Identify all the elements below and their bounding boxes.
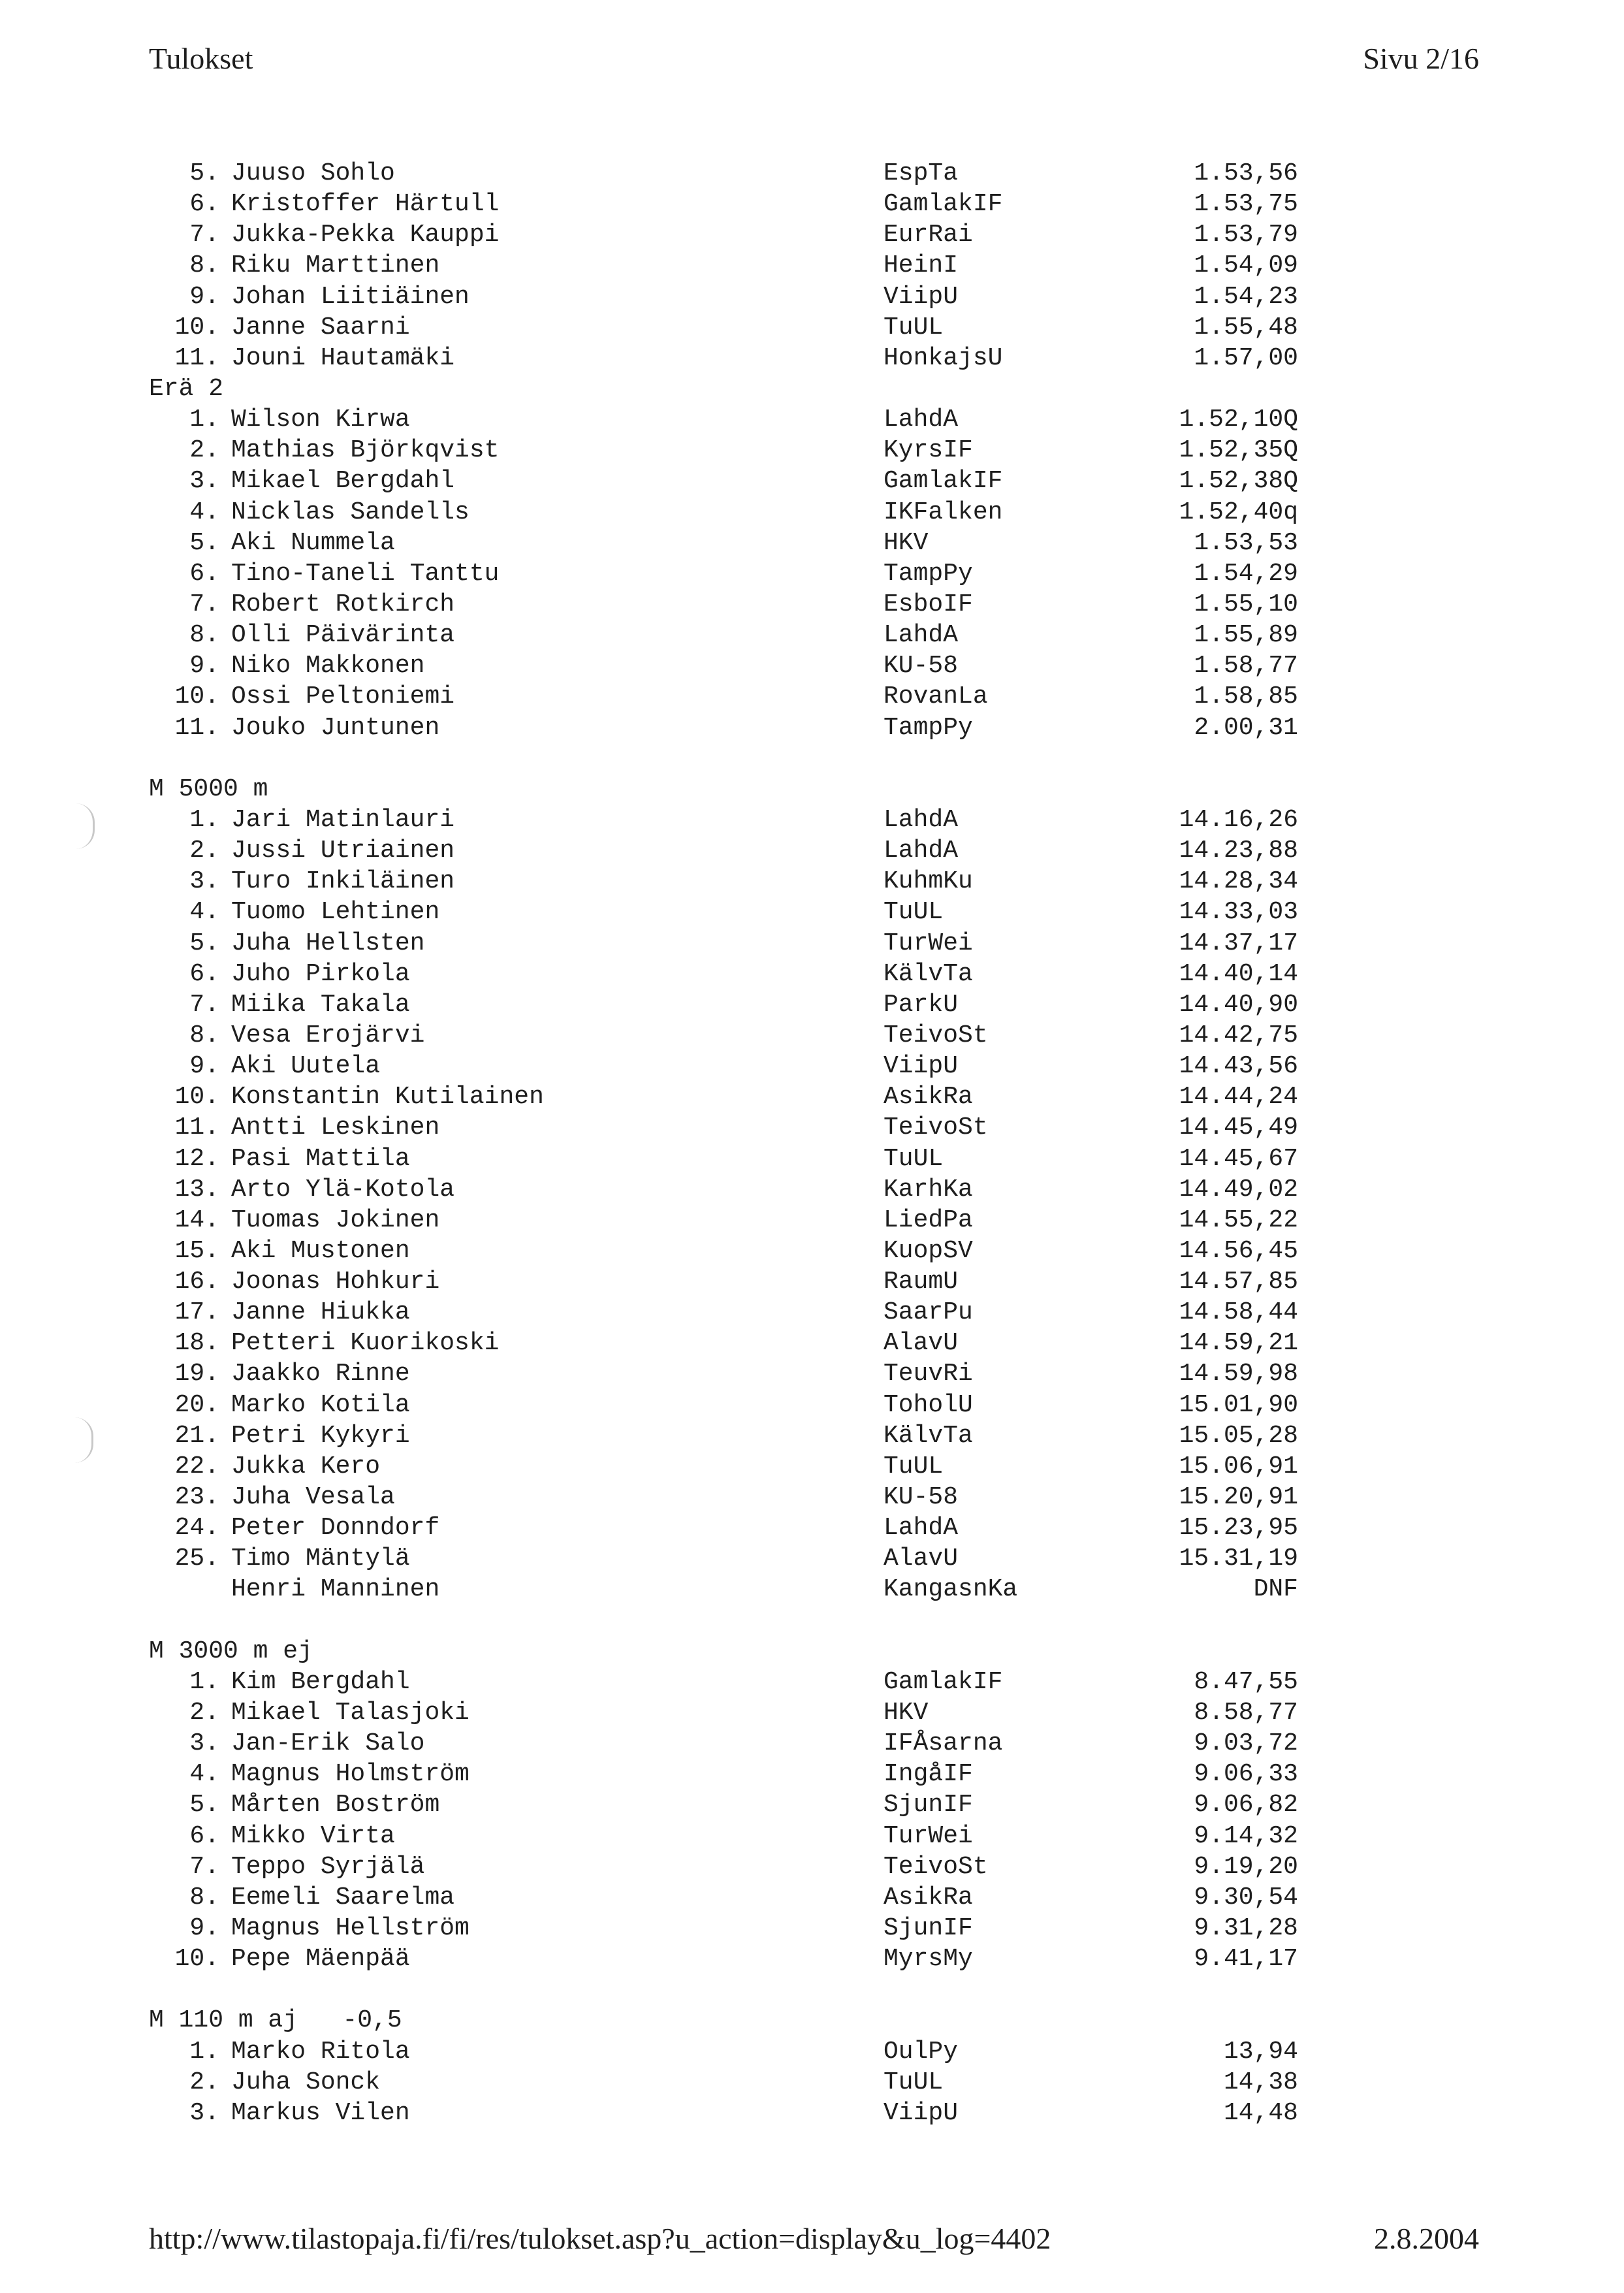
athlete-name: Mikko Virta bbox=[231, 1821, 395, 1850]
club-name: KyrsIF bbox=[884, 436, 973, 465]
result-row bbox=[149, 1882, 1324, 1913]
result-time: 14.59,21 bbox=[1179, 1329, 1298, 1358]
place: 3. bbox=[189, 467, 219, 496]
result-row bbox=[149, 1789, 1324, 1820]
result-row bbox=[149, 1728, 1324, 1759]
result-row bbox=[149, 1944, 1324, 1974]
result-time: 1.54,29 bbox=[1194, 559, 1298, 588]
place: 12. bbox=[174, 1144, 219, 1173]
club-name: ToholU bbox=[884, 1390, 973, 1419]
club-name: AsikRa bbox=[884, 1883, 973, 1912]
place: 21. bbox=[174, 1421, 219, 1450]
result-time: 14.16,26 bbox=[1179, 805, 1298, 834]
athlete-name: Magnus Holmström bbox=[231, 1760, 470, 1789]
result-time: 1.58,85 bbox=[1194, 682, 1298, 711]
result-row bbox=[149, 1020, 1324, 1051]
result-time: 1.52,10Q bbox=[1179, 406, 1298, 434]
athlete-name: Miika Takala bbox=[231, 990, 410, 1019]
result-time: 15.01,90 bbox=[1179, 1390, 1298, 1419]
club-name: TurWei bbox=[884, 1821, 973, 1850]
athlete-name: Mathias Björkqvist bbox=[231, 436, 500, 465]
club-name: ViipU bbox=[884, 1052, 959, 1081]
club-name: EspTa bbox=[884, 159, 959, 187]
result-time: 9.14,32 bbox=[1194, 1821, 1298, 1850]
athlete-name: Mikael Talasjoki bbox=[231, 1699, 470, 1727]
place: 5. bbox=[189, 159, 219, 187]
place: 8. bbox=[189, 621, 219, 650]
club-name: KuhmKu bbox=[884, 867, 973, 896]
result-row bbox=[149, 2098, 1324, 2128]
result-time: 14.45,49 bbox=[1179, 1114, 1298, 1142]
place: 13. bbox=[174, 1175, 219, 1204]
athlete-name: Janne Hiukka bbox=[231, 1298, 410, 1327]
club-name: LahdA bbox=[884, 805, 959, 834]
place: 6. bbox=[189, 959, 219, 988]
result-row bbox=[149, 1390, 1324, 1420]
place: 10. bbox=[174, 313, 219, 342]
result-row bbox=[149, 312, 1324, 343]
result-time: 1.53,56 bbox=[1194, 159, 1298, 187]
result-time: 14.56,45 bbox=[1179, 1236, 1298, 1265]
club-name: SjunIF bbox=[884, 1791, 973, 1820]
result-row bbox=[149, 713, 1324, 743]
result-time: 9.06,33 bbox=[1194, 1760, 1298, 1789]
place: 8. bbox=[189, 251, 219, 280]
place: 4. bbox=[189, 498, 219, 526]
club-name: AlavU bbox=[884, 1545, 959, 1573]
result-row bbox=[149, 866, 1324, 897]
result-row bbox=[149, 343, 1324, 374]
club-name: ParkU bbox=[884, 990, 959, 1019]
event-heading: M 110 m aj -0,5 bbox=[149, 2006, 402, 2035]
place: 6. bbox=[189, 1821, 219, 1850]
result-time: 1.55,89 bbox=[1194, 621, 1298, 650]
place: 5. bbox=[189, 528, 219, 557]
athlete-name: Tino-Taneli Tanttu bbox=[231, 559, 500, 588]
result-time: 8.58,77 bbox=[1194, 1699, 1298, 1727]
result-time: 14.58,44 bbox=[1179, 1298, 1298, 1327]
place: 9. bbox=[189, 1914, 219, 1943]
club-name: LahdA bbox=[884, 837, 959, 865]
result-time: 8.47,55 bbox=[1194, 1667, 1298, 1696]
place: 22. bbox=[174, 1452, 219, 1481]
place: 19. bbox=[174, 1360, 219, 1388]
athlete-name: Vesa Erojärvi bbox=[231, 1021, 425, 1050]
club-name: IFÅsarna bbox=[884, 1729, 1003, 1758]
place: 7. bbox=[189, 1852, 219, 1881]
athlete-name: Jan-Erik Salo bbox=[231, 1729, 425, 1758]
result-row bbox=[149, 1697, 1324, 1728]
athlete-name: Tuomas Jokinen bbox=[231, 1206, 440, 1234]
event-heading: Erä 2 bbox=[149, 374, 224, 403]
result-time: 1.52,35Q bbox=[1179, 436, 1298, 465]
result-row bbox=[149, 1051, 1324, 1082]
club-name: OulPy bbox=[884, 2037, 959, 2066]
place: 10. bbox=[174, 1945, 219, 1974]
club-name: KarhKa bbox=[884, 1175, 973, 1204]
result-row bbox=[149, 959, 1324, 989]
result-row bbox=[149, 1297, 1324, 1328]
result-row bbox=[149, 2067, 1324, 2098]
result-time: 15.23,95 bbox=[1179, 1514, 1298, 1543]
place: 1. bbox=[189, 805, 219, 834]
club-name: SjunIF bbox=[884, 1914, 973, 1943]
place: 1. bbox=[189, 2037, 219, 2066]
result-row bbox=[149, 589, 1324, 620]
club-name: TurWei bbox=[884, 929, 973, 957]
place: 3. bbox=[189, 2098, 219, 2127]
club-name: TuUL bbox=[884, 898, 944, 927]
result-time: 14.40,14 bbox=[1179, 959, 1298, 988]
place: 9. bbox=[189, 1052, 219, 1081]
place: 1. bbox=[189, 1667, 219, 1696]
result-time: 2.00,31 bbox=[1194, 713, 1298, 742]
result-time: 1.58,77 bbox=[1194, 652, 1298, 681]
result-row bbox=[149, 1451, 1324, 1482]
place: 4. bbox=[189, 1760, 219, 1789]
result-time: 9.19,20 bbox=[1194, 1852, 1298, 1881]
athlete-name: Jaakko Rinne bbox=[231, 1360, 410, 1388]
athlete-name: Nicklas Sandells bbox=[231, 498, 470, 526]
result-time: 1.53,53 bbox=[1194, 528, 1298, 557]
place: 23. bbox=[174, 1483, 219, 1512]
result-row bbox=[149, 1082, 1324, 1112]
result-row bbox=[149, 1328, 1324, 1358]
event-heading: M 3000 m ej bbox=[149, 1637, 313, 1665]
place: 7. bbox=[189, 590, 219, 618]
result-time: 14.45,67 bbox=[1179, 1144, 1298, 1173]
result-time: 14.43,56 bbox=[1179, 1052, 1298, 1081]
source-url: http://www.tilastopaja.fi/fi/res/tulokset.asp?u_action=display&u_log=4402 bbox=[149, 2222, 1051, 2255]
athlete-name: Tuomo Lehtinen bbox=[231, 898, 440, 927]
place: 6. bbox=[189, 190, 219, 219]
athlete-name: Peter Donndorf bbox=[231, 1514, 440, 1543]
place: 11. bbox=[174, 344, 219, 372]
club-name: GamlakIF bbox=[884, 1667, 1003, 1696]
place: 3. bbox=[189, 1729, 219, 1758]
athlete-name: Juha Hellsten bbox=[231, 929, 425, 957]
club-name: GamlakIF bbox=[884, 190, 1003, 219]
athlete-name: Jussi Utriainen bbox=[231, 837, 455, 865]
result-time: 15.06,91 bbox=[1179, 1452, 1298, 1481]
athlete-name: Konstantin Kutilainen bbox=[231, 1083, 544, 1112]
result-time: 14.44,24 bbox=[1179, 1083, 1298, 1112]
result-time: 1.52,40q bbox=[1179, 498, 1298, 526]
place: 7. bbox=[189, 990, 219, 1019]
club-name: HKV bbox=[884, 528, 929, 557]
club-name: IngåIF bbox=[884, 1760, 973, 1789]
result-row bbox=[149, 1482, 1324, 1513]
club-name: TeivoSt bbox=[884, 1021, 988, 1050]
athlete-name: Olli Päivärinta bbox=[231, 621, 455, 650]
place: 3. bbox=[189, 867, 219, 896]
athlete-name: Riku Marttinen bbox=[231, 251, 440, 280]
place: 16. bbox=[174, 1268, 219, 1296]
result-row bbox=[149, 1144, 1324, 1174]
result-row bbox=[149, 681, 1324, 712]
event-heading: M 5000 m bbox=[149, 775, 268, 803]
athlete-name: Kristoffer Härtull bbox=[231, 190, 500, 219]
club-name: ViipU bbox=[884, 2098, 959, 2127]
result-time: 1.55,10 bbox=[1194, 590, 1298, 618]
club-name: LahdA bbox=[884, 406, 959, 434]
athlete-name: Turo Inkiläinen bbox=[231, 867, 455, 896]
result-row bbox=[149, 1358, 1324, 1389]
club-name: TuUL bbox=[884, 1452, 944, 1481]
result-time: 9.31,28 bbox=[1194, 1914, 1298, 1943]
club-name: KU-58 bbox=[884, 1483, 959, 1512]
club-name: RovanLa bbox=[884, 682, 988, 711]
club-name: LiedPa bbox=[884, 1206, 973, 1234]
result-row bbox=[149, 1205, 1324, 1236]
result-row bbox=[149, 404, 1324, 435]
club-name: GamlakIF bbox=[884, 467, 1003, 496]
club-name: RaumU bbox=[884, 1268, 959, 1296]
club-name: EsboIF bbox=[884, 590, 973, 618]
club-name: TeivoSt bbox=[884, 1852, 988, 1881]
result-row bbox=[149, 528, 1324, 558]
place: 6. bbox=[189, 559, 219, 588]
result-time: 9.03,72 bbox=[1194, 1729, 1298, 1758]
result-time: 1.53,79 bbox=[1194, 221, 1298, 249]
result-row bbox=[149, 1667, 1324, 1697]
place: 2. bbox=[189, 837, 219, 865]
athlete-name: Juha Vesala bbox=[231, 1483, 395, 1512]
result-row bbox=[149, 1574, 1324, 1605]
result-time: 1.55,48 bbox=[1194, 313, 1298, 342]
place: 24. bbox=[174, 1514, 219, 1543]
athlete-name: Timo Mäntylä bbox=[231, 1545, 410, 1573]
club-name: HonkajsU bbox=[884, 344, 1003, 372]
result-time: 15.05,28 bbox=[1179, 1421, 1298, 1450]
place: 5. bbox=[189, 929, 219, 957]
place: 18. bbox=[174, 1329, 219, 1358]
result-time: 14.57,85 bbox=[1179, 1268, 1298, 1296]
result-row bbox=[149, 989, 1324, 1020]
print-date: 2.8.2004 bbox=[1374, 2222, 1479, 2255]
club-name: AlavU bbox=[884, 1329, 959, 1358]
result-row bbox=[149, 650, 1324, 681]
athlete-name: Aki Mustonen bbox=[231, 1236, 410, 1265]
athlete-name: Jouni Hautamäki bbox=[231, 344, 455, 372]
athlete-name: Antti Leskinen bbox=[231, 1114, 440, 1142]
club-name: MyrsMy bbox=[884, 1945, 973, 1974]
result-time: 9.41,17 bbox=[1194, 1945, 1298, 1974]
athlete-name: Janne Saarni bbox=[231, 313, 410, 342]
result-time: 15.20,91 bbox=[1179, 1483, 1298, 1512]
result-row bbox=[149, 1513, 1324, 1543]
club-name: AsikRa bbox=[884, 1083, 973, 1112]
place: 8. bbox=[189, 1021, 219, 1050]
place: 2. bbox=[189, 1699, 219, 1727]
club-name: TuUL bbox=[884, 313, 944, 342]
spacer bbox=[149, 743, 1324, 774]
place: 25. bbox=[174, 1545, 219, 1573]
result-time: 14.59,98 bbox=[1179, 1360, 1298, 1388]
club-name: TuUL bbox=[884, 1144, 944, 1173]
results-list bbox=[149, 158, 1324, 2128]
result-time: 14.55,22 bbox=[1179, 1206, 1298, 1234]
result-time: DNF bbox=[1253, 1575, 1298, 1604]
result-row bbox=[149, 1852, 1324, 1882]
place: 7. bbox=[189, 221, 219, 249]
result-time: 14.49,02 bbox=[1179, 1175, 1298, 1204]
athlete-name: Petri Kykyri bbox=[231, 1421, 410, 1450]
club-name: TeuvRi bbox=[884, 1360, 973, 1388]
result-row bbox=[149, 1543, 1324, 1574]
result-row bbox=[149, 189, 1324, 219]
result-time: 14.33,03 bbox=[1179, 898, 1298, 927]
place: 9. bbox=[189, 652, 219, 681]
result-time: 13,94 bbox=[1223, 2037, 1298, 2066]
result-row bbox=[149, 835, 1324, 866]
club-name: SaarPu bbox=[884, 1298, 973, 1327]
athlete-name: Jukka Kero bbox=[231, 1452, 381, 1481]
club-name: HeinI bbox=[884, 251, 959, 280]
athlete-name: Eemeli Saarelma bbox=[231, 1883, 455, 1912]
result-row bbox=[149, 558, 1324, 589]
athlete-name: Petteri Kuorikoski bbox=[231, 1329, 500, 1358]
result-row bbox=[149, 1913, 1324, 1944]
result-row bbox=[149, 466, 1324, 496]
result-row bbox=[149, 435, 1324, 466]
spacer bbox=[149, 1974, 1324, 2005]
athlete-name: Pasi Mattila bbox=[231, 1144, 410, 1173]
result-row bbox=[149, 1236, 1324, 1266]
club-name: IKFalken bbox=[884, 498, 1003, 526]
athlete-name: Johan Liitiäinen bbox=[231, 282, 470, 311]
place: 10. bbox=[174, 682, 219, 711]
club-name: LahdA bbox=[884, 1514, 959, 1543]
result-row bbox=[149, 897, 1324, 927]
athlete-name: Juha Sonck bbox=[231, 2068, 381, 2096]
club-name: HKV bbox=[884, 1699, 929, 1727]
athlete-name: Pepe Mäenpää bbox=[231, 1945, 410, 1974]
result-row bbox=[149, 805, 1324, 835]
result-time: 1.52,38Q bbox=[1179, 467, 1298, 496]
place: 20. bbox=[174, 1390, 219, 1419]
place: 2. bbox=[189, 2068, 219, 2096]
place: 2. bbox=[189, 436, 219, 465]
athlete-name: Joonas Hohkuri bbox=[231, 1268, 440, 1296]
athlete-name: Niko Makkonen bbox=[231, 652, 425, 681]
result-time: 1.53,75 bbox=[1194, 190, 1298, 219]
club-name: EurRai bbox=[884, 221, 973, 249]
result-row bbox=[149, 1112, 1324, 1143]
athlete-name: Jari Matinlauri bbox=[231, 805, 455, 834]
athlete-name: Aki Nummela bbox=[231, 528, 395, 557]
place: 8. bbox=[189, 1883, 219, 1912]
athlete-name: Aki Uutela bbox=[231, 1052, 381, 1081]
place: 1. bbox=[189, 406, 219, 434]
club-name: LahdA bbox=[884, 621, 959, 650]
place: 17. bbox=[174, 1298, 219, 1327]
result-time: 1.54,23 bbox=[1194, 282, 1298, 311]
place: 4. bbox=[189, 898, 219, 927]
athlete-name: Henri Manninen bbox=[231, 1575, 440, 1604]
club-name: KälvTa bbox=[884, 959, 973, 988]
result-row bbox=[149, 1821, 1324, 1852]
result-row bbox=[149, 928, 1324, 959]
result-row bbox=[149, 620, 1324, 650]
athlete-name: Arto Ylä-Kotola bbox=[231, 1175, 455, 1204]
club-name: KuopSV bbox=[884, 1236, 973, 1265]
result-row bbox=[149, 281, 1324, 312]
result-row bbox=[149, 1174, 1324, 1205]
athlete-name: Ossi Peltoniemi bbox=[231, 682, 455, 711]
punch-hole-mark bbox=[76, 803, 95, 849]
result-time: 14.40,90 bbox=[1179, 990, 1298, 1019]
punch-hole-mark bbox=[74, 1417, 93, 1463]
result-row bbox=[149, 158, 1324, 189]
page-number: Sivu 2/16 bbox=[1363, 42, 1479, 75]
place: 11. bbox=[174, 1114, 219, 1142]
result-row bbox=[149, 1266, 1324, 1297]
club-name: KälvTa bbox=[884, 1421, 973, 1450]
result-row bbox=[149, 497, 1324, 528]
club-name: ViipU bbox=[884, 282, 959, 311]
athlete-name: Marko Kotila bbox=[231, 1390, 410, 1419]
athlete-name: Markus Vilen bbox=[231, 2098, 410, 2127]
athlete-name: Juho Pirkola bbox=[231, 959, 410, 988]
place: 11. bbox=[174, 713, 219, 742]
page-title: Tulokset bbox=[149, 42, 253, 75]
result-time: 14,48 bbox=[1223, 2098, 1298, 2127]
result-time: 1.57,00 bbox=[1194, 344, 1298, 372]
result-row bbox=[149, 250, 1324, 281]
result-row bbox=[149, 1759, 1324, 1789]
place: 5. bbox=[189, 1791, 219, 1820]
club-name: TampPy bbox=[884, 713, 973, 742]
result-time: 14,38 bbox=[1223, 2068, 1298, 2096]
athlete-name: Robert Rotkirch bbox=[231, 590, 455, 618]
athlete-name: Marko Ritola bbox=[231, 2037, 410, 2066]
club-name: KangasnKa bbox=[884, 1575, 1018, 1604]
club-name: KU-58 bbox=[884, 652, 959, 681]
athlete-name: Teppo Syrjälä bbox=[231, 1852, 425, 1881]
result-time: 1.54,09 bbox=[1194, 251, 1298, 280]
place: 10. bbox=[174, 1083, 219, 1112]
result-time: 14.23,88 bbox=[1179, 837, 1298, 865]
place: 9. bbox=[189, 282, 219, 311]
place: 15. bbox=[174, 1236, 219, 1265]
result-row bbox=[149, 1420, 1324, 1451]
athlete-name: Juuso Sohlo bbox=[231, 159, 395, 187]
result-time: 9.06,82 bbox=[1194, 1791, 1298, 1820]
place: 14. bbox=[174, 1206, 219, 1234]
result-time: 14.42,75 bbox=[1179, 1021, 1298, 1050]
athlete-name: Kim Bergdahl bbox=[231, 1667, 410, 1696]
club-name: TeivoSt bbox=[884, 1114, 988, 1142]
result-row bbox=[149, 219, 1324, 250]
athlete-name: Wilson Kirwa bbox=[231, 406, 410, 434]
result-time: 14.37,17 bbox=[1179, 929, 1298, 957]
athlete-name: Mikael Bergdahl bbox=[231, 467, 455, 496]
result-row bbox=[149, 2036, 1324, 2067]
result-time: 15.31,19 bbox=[1179, 1545, 1298, 1573]
athlete-name: Jukka-Pekka Kauppi bbox=[231, 221, 500, 249]
spacer bbox=[149, 1605, 1324, 1636]
athlete-name: Magnus Hellström bbox=[231, 1914, 470, 1943]
result-time: 14.28,34 bbox=[1179, 867, 1298, 896]
athlete-name: Mårten Boström bbox=[231, 1791, 440, 1820]
club-name: TampPy bbox=[884, 559, 973, 588]
club-name: TuUL bbox=[884, 2068, 944, 2096]
result-time: 9.30,54 bbox=[1194, 1883, 1298, 1912]
athlete-name: Jouko Juntunen bbox=[231, 713, 440, 742]
